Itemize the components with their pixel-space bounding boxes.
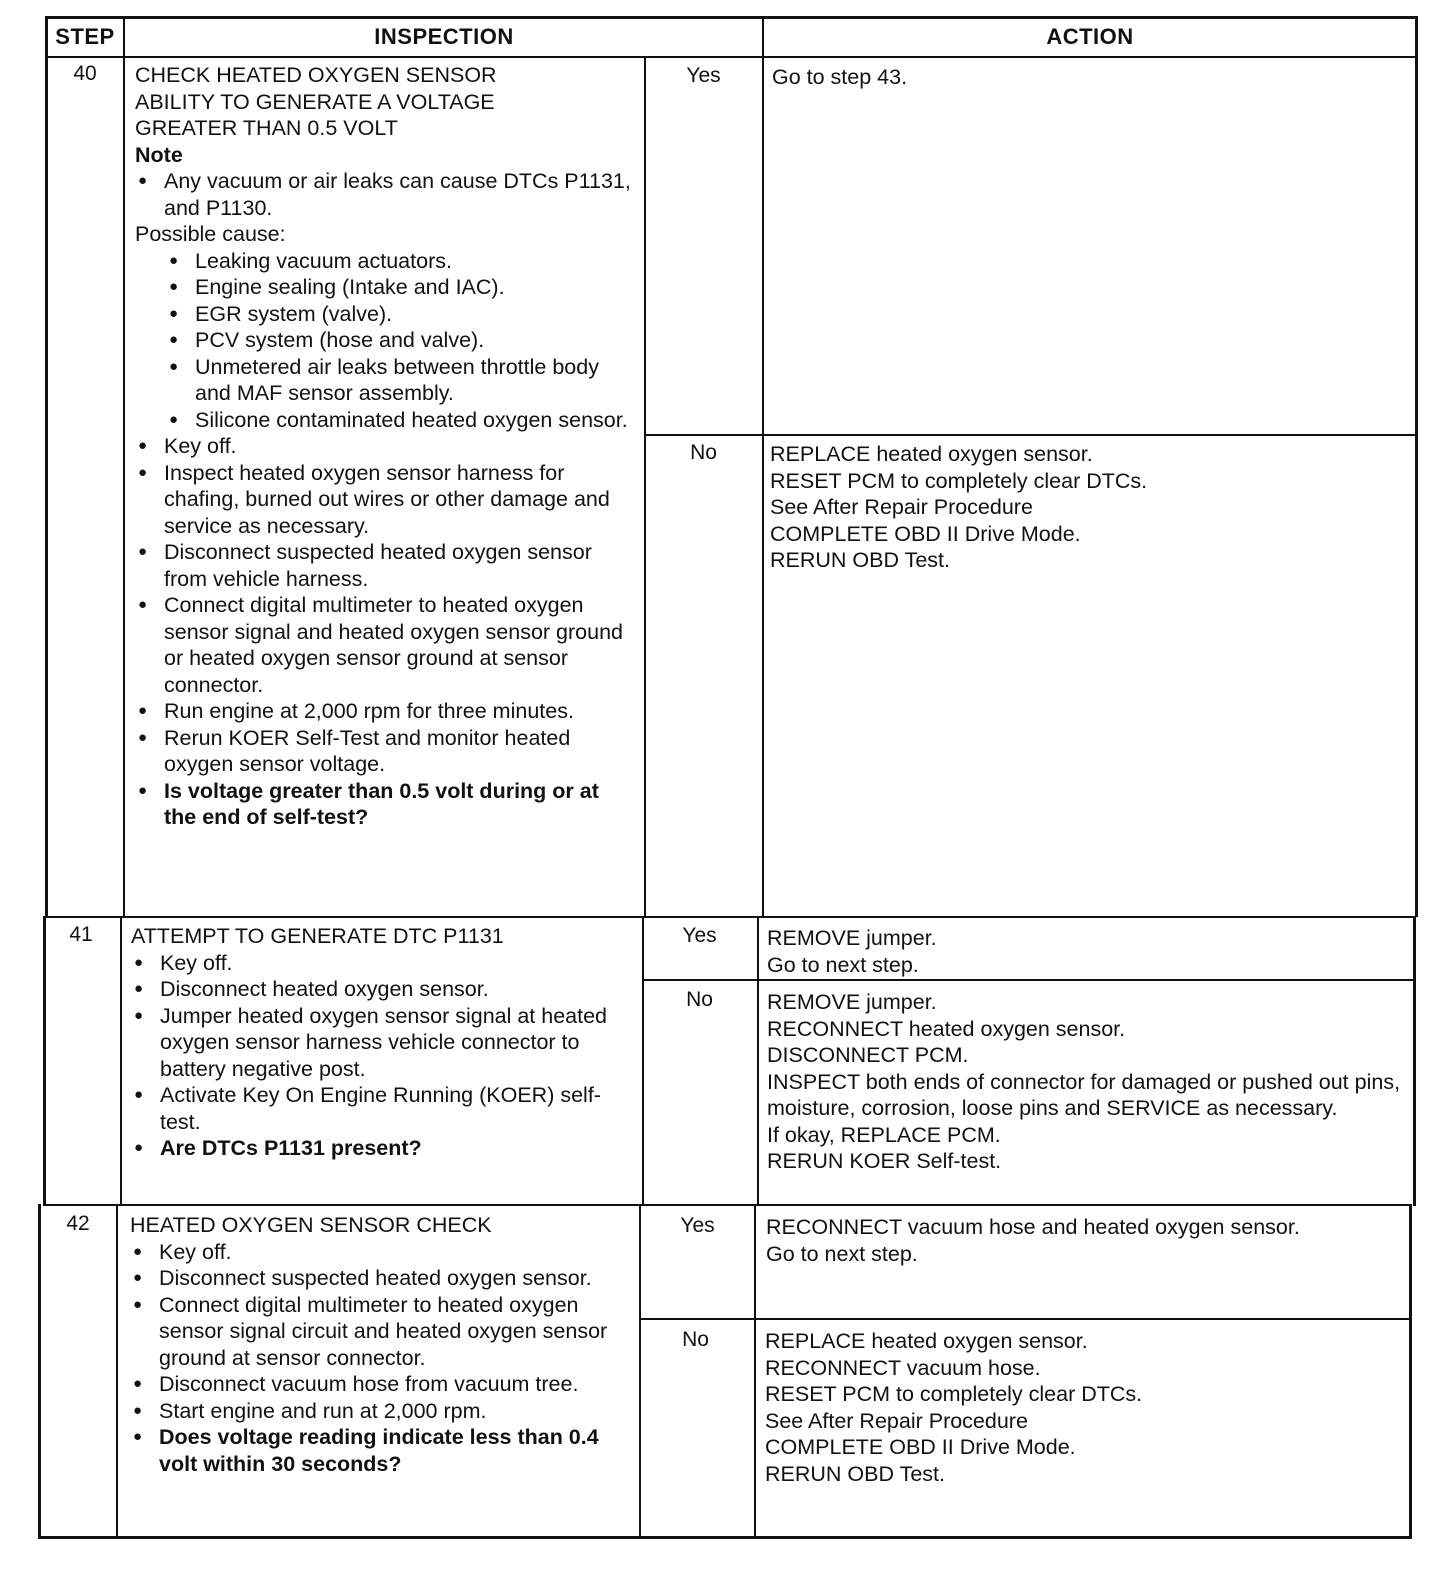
inspection-col-rule-a <box>644 57 646 917</box>
action-line: RECONNECT heated oxygen sensor. <box>767 1016 1126 1041</box>
step-number: 41 <box>69 923 93 946</box>
step-title: HEATED OXYGEN SENSOR CHECK <box>130 1213 492 1237</box>
note-list <box>135 168 635 221</box>
note-heading: Note <box>135 142 183 167</box>
question-item: ● Are DTCs P1131 present? <box>131 1135 636 1162</box>
possible-cause-list <box>135 248 635 434</box>
step-col-rule-a <box>123 16 125 916</box>
inspection-col-rule-b <box>642 916 644 1206</box>
list-item: ● Jumper heated oxygen sensor signal at heated oxygen sensor harness vehicle connector to battery negative post. <box>131 1003 636 1083</box>
step-42-inspection <box>130 1212 633 1477</box>
list-item: ● Disconnect heated oxygen sensor. <box>131 976 636 1003</box>
action-line: RESET PCM to completely clear DTCs. <box>765 1382 1143 1406</box>
yes-label: Yes <box>682 924 717 947</box>
header-step: STEP <box>55 24 115 49</box>
table-border-bottom <box>38 1536 1412 1539</box>
list-item: ● Unmetered air leaks between throttle body and MAF sensor assembly. <box>135 354 635 407</box>
list-item: ● Engine sealing (Intake and IAC). <box>135 274 635 301</box>
list-item: ● Disconnect suspected heated oxygen sensor from vehicle harness. <box>135 539 635 592</box>
action-line: RESET PCM to completely clear DTCs. <box>770 468 1148 493</box>
table-border-left-a <box>45 16 48 916</box>
inspection-col-rule-c <box>639 1204 641 1538</box>
action-col-rule-c <box>754 1204 756 1538</box>
table-border-left-b <box>43 916 46 1206</box>
no-label: No <box>682 1328 709 1351</box>
list-item: ● Key off. <box>131 950 636 977</box>
step-40-inspection <box>135 62 635 831</box>
yes-action <box>772 64 1402 91</box>
question-item: ● Does voltage reading indicate less than 0.4 volt within 30 seconds? <box>130 1424 633 1477</box>
list-item: ● Silicone contaminated heated oxygen sensor. <box>135 407 635 434</box>
yes-action <box>766 1214 1402 1267</box>
procedure-list <box>130 1239 633 1478</box>
list-item: ● Inspect heated oxygen sensor harness for chafing, burned out wires or other damage and service as necessary. <box>135 460 635 540</box>
action-line: RERUN KOER Self-test. <box>767 1149 1002 1173</box>
table-border-right-a <box>1415 16 1418 917</box>
no-label: No <box>686 988 713 1011</box>
action-line: REMOVE jumper. <box>767 990 937 1014</box>
yes-label: Yes <box>686 64 721 87</box>
action-line: RECONNECT vacuum hose. <box>765 1355 1041 1380</box>
step-col-rule-b <box>120 916 122 1206</box>
action-line: COMPLETE OBD II Drive Mode. <box>770 521 1081 546</box>
table-border-right-c <box>1409 1204 1412 1538</box>
list-item: ● Key off. <box>130 1239 633 1266</box>
action-line: REMOVE jumper. <box>767 926 937 950</box>
list-item: ● Rerun KOER Self-Test and monitor heated oxygen sensor voltage. <box>135 725 635 778</box>
step-41-inspection <box>131 923 636 1162</box>
yes-label: Yes <box>680 1214 715 1237</box>
action-col-rule-b <box>757 916 759 1206</box>
header-inspection: INSPECTION <box>374 24 514 49</box>
question-item: ● Is voltage greater than 0.5 volt during or at the end of self-test? <box>135 778 635 831</box>
table-border-left-c <box>38 1204 41 1538</box>
no-action <box>765 1328 1401 1487</box>
list-item: ● Leaking vacuum actuators. <box>135 248 635 275</box>
list-item: ● Disconnect vacuum hose from vacuum tree. <box>130 1371 633 1398</box>
no-action <box>767 989 1403 1175</box>
procedure-list <box>131 950 636 1162</box>
yes-no-rule-40 <box>645 434 1416 436</box>
step-col-rule-c <box>116 1204 118 1538</box>
procedure-list <box>135 433 635 831</box>
step-title: ATTEMPT TO GENERATE DTC P1131 <box>131 924 504 948</box>
header-action: ACTION <box>1046 24 1134 49</box>
table-border-right-b <box>1413 916 1416 1206</box>
action-line: See After Repair Procedure <box>770 495 1033 519</box>
action-line: INSPECT both ends of connector for damaged or pushed out pins, moisture, corrosion, loose pins and SERVICE as necessary. <box>767 1069 1401 1120</box>
action-line: Go to step 43. <box>772 65 908 89</box>
action-line: If okay, REPLACE PCM. <box>767 1122 1001 1147</box>
action-line: RERUN OBD Test. <box>770 548 950 572</box>
row-rule-41-42 <box>44 1204 1412 1206</box>
list-item: ● Disconnect suspected heated oxygen sensor. <box>130 1265 633 1292</box>
no-action <box>770 441 1402 574</box>
list-item: ● Connect digital multimeter to heated oxygen sensor signal circuit and heated oxygen sensor ground at sensor connector. <box>130 1292 633 1372</box>
action-line: See After Repair Procedure <box>765 1408 1028 1433</box>
no-label: No <box>690 441 717 464</box>
list-item: ● Run engine at 2,000 rpm for three minutes. <box>135 698 635 725</box>
action-line: DISCONNECT PCM. <box>767 1043 969 1067</box>
list-item: ● Key off. <box>135 433 635 460</box>
list-item: ● Connect digital multimeter to heated oxygen sensor signal and heated oxygen sensor ground or heated oxygen sensor ground at sensor connector. <box>135 592 635 698</box>
action-line: RECONNECT vacuum hose and heated oxygen sensor. <box>766 1215 1300 1239</box>
row-rule-40-41 <box>46 916 1416 918</box>
step-title: CHECK HEATED OXYGEN SENSOR ABILITY TO GENERATE A VOLTAGE GREATER THAN 0.5 VOLT <box>135 63 497 140</box>
action-line: Go to next step. <box>766 1241 918 1266</box>
list-item: ● PCV system (hose and valve). <box>135 327 635 354</box>
action-col-rule-a <box>762 16 764 917</box>
list-item: ● EGR system (valve). <box>135 301 635 328</box>
list-item: ● Start engine and run at 2,000 rpm. <box>130 1398 633 1425</box>
yes-action <box>767 925 1403 978</box>
action-line: REPLACE heated oxygen sensor. <box>765 1329 1088 1353</box>
action-line: REPLACE heated oxygen sensor. <box>770 442 1093 466</box>
list-item: ● Activate Key On Engine Running (KOER) self-test. <box>131 1082 636 1135</box>
action-line: RERUN OBD Test. <box>765 1461 945 1486</box>
step-number: 40 <box>73 62 97 85</box>
action-line: Go to next step. <box>767 952 919 977</box>
step-number: 42 <box>66 1212 90 1235</box>
possible-cause-heading: Possible cause: <box>135 222 286 246</box>
action-line: COMPLETE OBD II Drive Mode. <box>765 1435 1076 1459</box>
list-item: ● Any vacuum or air leaks can cause DTCs P1131, and P1130. <box>135 168 635 221</box>
